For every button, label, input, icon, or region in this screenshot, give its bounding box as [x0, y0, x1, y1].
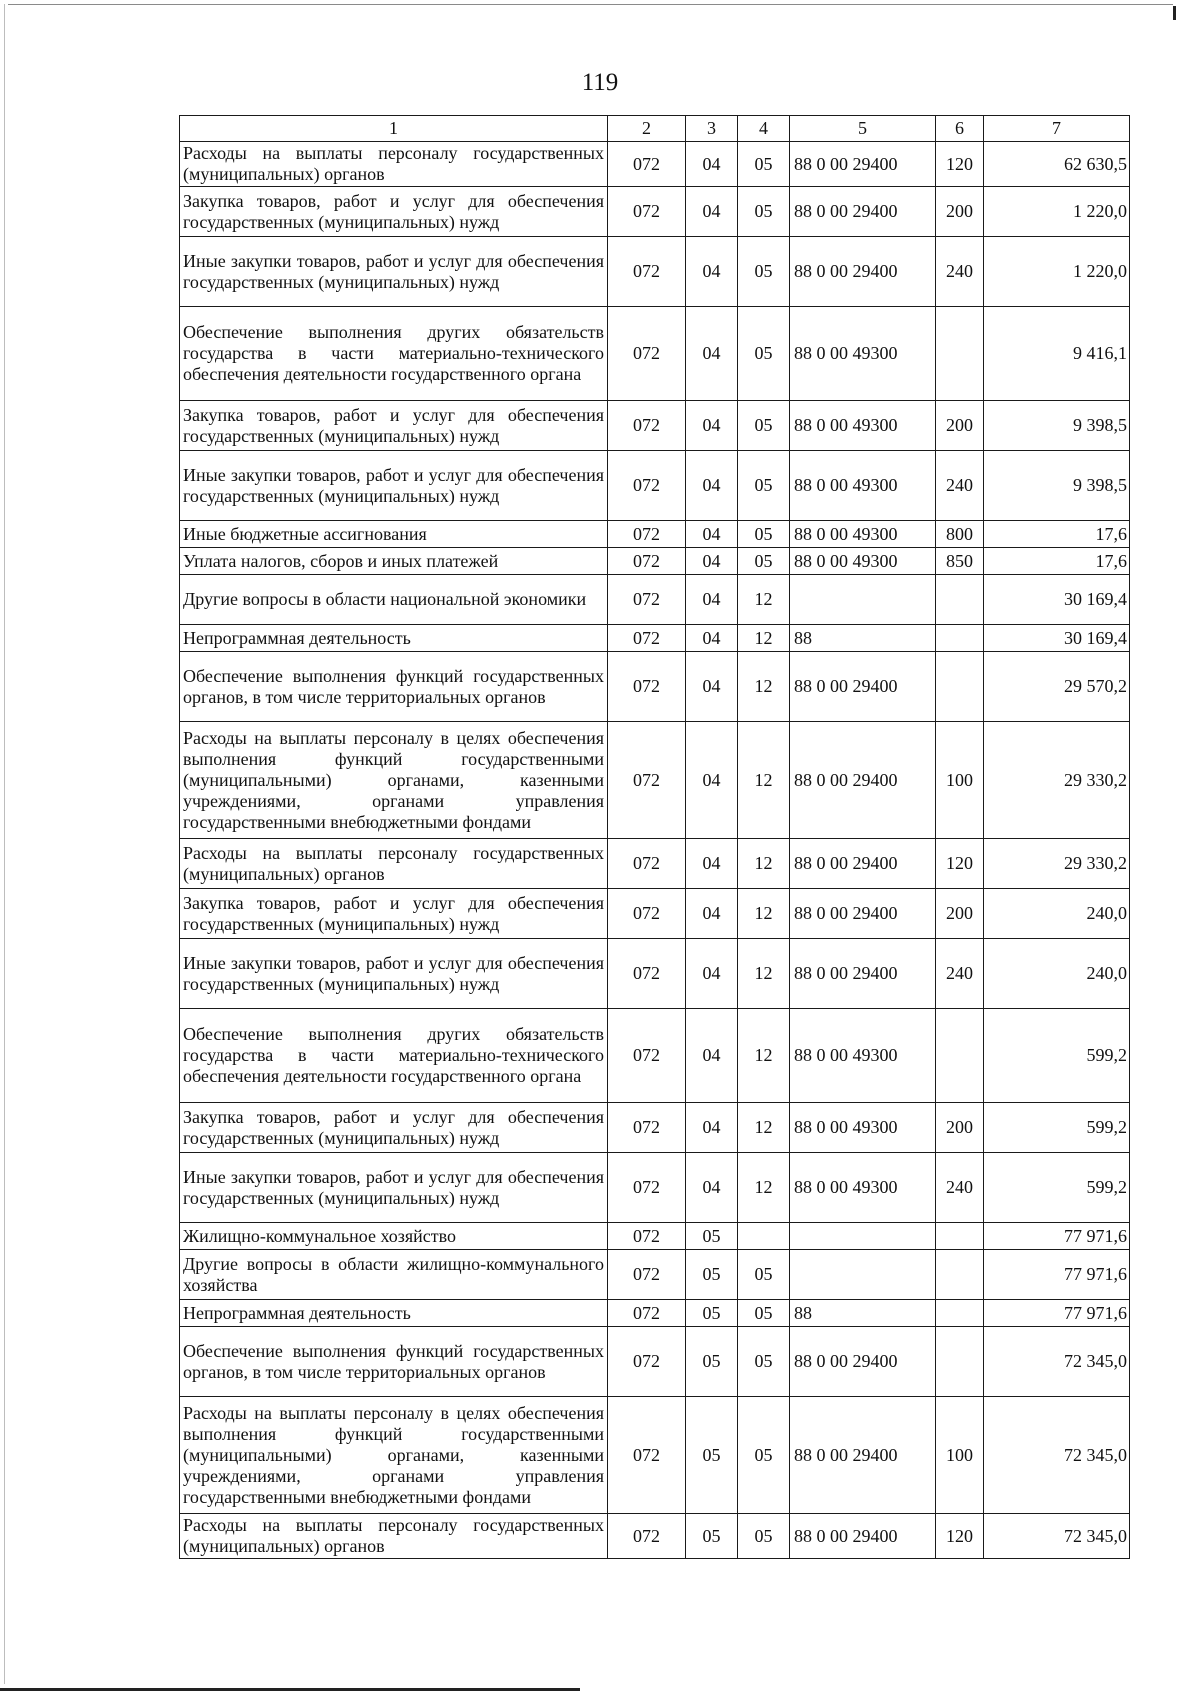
header-cell: 7 [984, 116, 1130, 142]
page-number: 119 [581, 69, 619, 96]
table-row [180, 1327, 1130, 1397]
table-row [180, 722, 1130, 839]
ministry-code-cell: 072 [608, 625, 686, 652]
amount-cell: 72 345,0 [984, 1327, 1130, 1397]
expense-type-cell: 240 [936, 939, 984, 1009]
table-row [180, 1153, 1130, 1223]
table-row [180, 575, 1130, 625]
expense-type-cell: 240 [936, 1153, 984, 1223]
section-code-cell: 05 [686, 1397, 738, 1514]
ministry-code-cell: 072 [608, 1153, 686, 1223]
table-row [180, 401, 1130, 451]
section-code-cell: 04 [686, 187, 738, 237]
expense-type-cell: 200 [936, 401, 984, 451]
ministry-code-cell: 072 [608, 575, 686, 625]
table-row [180, 1514, 1130, 1559]
amount-cell: 9 398,5 [984, 451, 1130, 521]
item-name-cell: Обеспечение выполнения функций государственных органов, в том числе территориальных органов [180, 1327, 608, 1397]
expense-type-cell: 120 [936, 1514, 984, 1559]
section-code-cell: 04 [686, 521, 738, 548]
section-code-cell: 04 [686, 307, 738, 401]
expense-type-cell [936, 307, 984, 401]
expense-type-cell: 240 [936, 237, 984, 307]
amount-cell: 29 570,2 [984, 652, 1130, 722]
subsection-code-cell: 05 [738, 237, 790, 307]
item-name-cell: Иные бюджетные ассигнования [180, 521, 608, 548]
amount-cell: 30 169,4 [984, 625, 1130, 652]
section-code-cell: 04 [686, 142, 738, 187]
section-code-cell: 04 [686, 237, 738, 307]
ministry-code-cell: 072 [608, 1103, 686, 1153]
expense-type-cell [936, 1300, 984, 1327]
section-code-cell: 04 [686, 1153, 738, 1223]
item-name-cell: Иные закупки товаров, работ и услуг для обеспечения государственных (муниципальных) нужд [180, 237, 608, 307]
subsection-code-cell: 12 [738, 652, 790, 722]
ministry-code-cell: 072 [608, 722, 686, 839]
amount-cell: 9 416,1 [984, 307, 1130, 401]
amount-cell: 599,2 [984, 1153, 1130, 1223]
item-name-cell: Расходы на выплаты персоналу государственных (муниципальных) органов [180, 142, 608, 187]
expense-type-cell [936, 625, 984, 652]
amount-cell: 72 345,0 [984, 1514, 1130, 1559]
table-row [180, 939, 1130, 1009]
subsection-code-cell [738, 1223, 790, 1250]
header-cell: 1 [180, 116, 608, 142]
subsection-code-cell: 05 [738, 142, 790, 187]
expense-type-cell: 850 [936, 548, 984, 575]
target-article-cell [790, 1250, 936, 1300]
budget-table [179, 115, 1130, 1559]
header-cell: 4 [738, 116, 790, 142]
table-row [180, 307, 1130, 401]
ministry-code-cell: 072 [608, 1397, 686, 1514]
section-code-cell: 04 [686, 722, 738, 839]
expense-type-cell [936, 1250, 984, 1300]
section-code-cell: 04 [686, 451, 738, 521]
amount-cell: 1 220,0 [984, 237, 1130, 307]
expense-type-cell [936, 1009, 984, 1103]
section-code-cell: 04 [686, 652, 738, 722]
scan-mark [1173, 6, 1176, 20]
target-article-cell: 88 0 00 29400 [790, 889, 936, 939]
amount-cell: 77 971,6 [984, 1300, 1130, 1327]
item-name-cell: Жилищно-коммунальное хозяйство [180, 1223, 608, 1250]
amount-cell: 17,6 [984, 521, 1130, 548]
subsection-code-cell: 12 [738, 625, 790, 652]
item-name-cell: Расходы на выплаты персоналу в целях обеспечения выполнения функций государственными (муниципальными) органами, казенными учреждениями, органами управления государственными внебюджетными фондами [180, 1397, 608, 1514]
subsection-code-cell: 05 [738, 451, 790, 521]
target-article-cell: 88 0 00 29400 [790, 187, 936, 237]
table-row [180, 1009, 1130, 1103]
amount-cell: 29 330,2 [984, 722, 1130, 839]
expense-type-cell: 120 [936, 839, 984, 889]
target-article-cell: 88 0 00 49300 [790, 401, 936, 451]
section-code-cell: 04 [686, 889, 738, 939]
subsection-code-cell: 05 [738, 1300, 790, 1327]
amount-cell: 30 169,4 [984, 575, 1130, 625]
target-article-cell: 88 0 00 49300 [790, 1009, 936, 1103]
target-article-cell: 88 0 00 49300 [790, 1103, 936, 1153]
section-code-cell: 04 [686, 575, 738, 625]
expense-type-cell [936, 1327, 984, 1397]
expense-type-cell [936, 1223, 984, 1250]
target-article-cell: 88 [790, 1300, 936, 1327]
header-cell: 5 [790, 116, 936, 142]
subsection-code-cell: 12 [738, 889, 790, 939]
section-code-cell: 04 [686, 548, 738, 575]
table-row [180, 1397, 1130, 1514]
amount-cell: 9 398,5 [984, 401, 1130, 451]
target-article-cell: 88 0 00 29400 [790, 722, 936, 839]
item-name-cell: Обеспечение выполнения функций государственных органов, в том числе территориальных органов [180, 652, 608, 722]
target-article-cell: 88 0 00 49300 [790, 1153, 936, 1223]
ministry-code-cell: 072 [608, 548, 686, 575]
item-name-cell: Иные закупки товаров, работ и услуг для обеспечения государственных (муниципальных) нужд [180, 451, 608, 521]
table-row [180, 1223, 1130, 1250]
expense-type-cell: 100 [936, 722, 984, 839]
target-article-cell: 88 0 00 49300 [790, 307, 936, 401]
item-name-cell: Другие вопросы в области жилищно-коммунального хозяйства [180, 1250, 608, 1300]
table-row [180, 1103, 1130, 1153]
subsection-code-cell: 12 [738, 1153, 790, 1223]
item-name-cell: Расходы на выплаты персоналу в целях обеспечения выполнения функций государственными (муниципальными) органами, казенными учреждениями, органами управления государственными внебюджетными фондами [180, 722, 608, 839]
subsection-code-cell: 05 [738, 1514, 790, 1559]
header-cell: 6 [936, 116, 984, 142]
item-name-cell: Расходы на выплаты персоналу государственных (муниципальных) органов [180, 1514, 608, 1559]
subsection-code-cell: 05 [738, 1327, 790, 1397]
amount-cell: 62 630,5 [984, 142, 1130, 187]
ministry-code-cell: 072 [608, 1327, 686, 1397]
table-row [180, 839, 1130, 889]
subsection-code-cell: 05 [738, 187, 790, 237]
ministry-code-cell: 072 [608, 142, 686, 187]
target-article-cell: 88 0 00 29400 [790, 1514, 936, 1559]
subsection-code-cell: 05 [738, 307, 790, 401]
expense-type-cell: 120 [936, 142, 984, 187]
ministry-code-cell: 072 [608, 1009, 686, 1103]
table-row [180, 237, 1130, 307]
subsection-code-cell: 05 [738, 521, 790, 548]
ministry-code-cell: 072 [608, 451, 686, 521]
expense-type-cell: 240 [936, 451, 984, 521]
ministry-code-cell: 072 [608, 1250, 686, 1300]
section-code-cell: 05 [686, 1327, 738, 1397]
ministry-code-cell: 072 [608, 1223, 686, 1250]
section-code-cell: 04 [686, 839, 738, 889]
amount-cell: 29 330,2 [984, 839, 1130, 889]
table-row [180, 187, 1130, 237]
target-article-cell: 88 0 00 29400 [790, 1327, 936, 1397]
header-cell: 3 [686, 116, 738, 142]
ministry-code-cell: 072 [608, 652, 686, 722]
target-article-cell: 88 0 00 29400 [790, 237, 936, 307]
table-row [180, 1300, 1130, 1327]
subsection-code-cell: 05 [738, 1250, 790, 1300]
ministry-code-cell: 072 [608, 939, 686, 1009]
table-row [180, 1250, 1130, 1300]
target-article-cell [790, 575, 936, 625]
item-name-cell: Иные закупки товаров, работ и услуг для обеспечения государственных (муниципальных) нужд [180, 1153, 608, 1223]
ministry-code-cell: 072 [608, 521, 686, 548]
expense-type-cell [936, 652, 984, 722]
target-article-cell: 88 0 00 29400 [790, 839, 936, 889]
expense-type-cell: 200 [936, 1103, 984, 1153]
target-article-cell: 88 0 00 29400 [790, 1397, 936, 1514]
table-header-row [180, 116, 1130, 142]
table-row [180, 889, 1130, 939]
item-name-cell: Непрограммная деятельность [180, 625, 608, 652]
scan-edge-bottom [0, 1688, 580, 1691]
target-article-cell: 88 0 00 49300 [790, 451, 936, 521]
expense-type-cell [936, 575, 984, 625]
item-name-cell: Закупка товаров, работ и услуг для обеспечения государственных (муниципальных) нужд [180, 187, 608, 237]
section-code-cell: 04 [686, 401, 738, 451]
table-row [180, 521, 1130, 548]
item-name-cell: Расходы на выплаты персоналу государственных (муниципальных) органов [180, 839, 608, 889]
item-name-cell: Обеспечение выполнения других обязательств государства в части материально-технического обеспечения деятельности государственного органа [180, 307, 608, 401]
table-row [180, 548, 1130, 575]
section-code-cell: 05 [686, 1514, 738, 1559]
expense-type-cell: 200 [936, 187, 984, 237]
section-code-cell: 05 [686, 1300, 738, 1327]
expense-type-cell: 800 [936, 521, 984, 548]
target-article-cell: 88 0 00 49300 [790, 521, 936, 548]
amount-cell: 599,2 [984, 1103, 1130, 1153]
section-code-cell: 04 [686, 939, 738, 1009]
section-code-cell: 04 [686, 1103, 738, 1153]
subsection-code-cell: 12 [738, 839, 790, 889]
item-name-cell: Непрограммная деятельность [180, 1300, 608, 1327]
target-article-cell: 88 0 00 29400 [790, 652, 936, 722]
target-article-cell: 88 0 00 29400 [790, 142, 936, 187]
ministry-code-cell: 072 [608, 237, 686, 307]
section-code-cell: 05 [686, 1250, 738, 1300]
expense-type-cell: 100 [936, 1397, 984, 1514]
ministry-code-cell: 072 [608, 889, 686, 939]
amount-cell: 240,0 [984, 939, 1130, 1009]
subsection-code-cell: 12 [738, 1103, 790, 1153]
amount-cell: 77 971,6 [984, 1250, 1130, 1300]
item-name-cell: Закупка товаров, работ и услуг для обеспечения государственных (муниципальных) нужд [180, 401, 608, 451]
subsection-code-cell: 12 [738, 1009, 790, 1103]
subsection-code-cell: 05 [738, 401, 790, 451]
table-row [180, 652, 1130, 722]
target-article-cell: 88 0 00 49300 [790, 548, 936, 575]
section-code-cell: 04 [686, 1009, 738, 1103]
section-code-cell: 04 [686, 625, 738, 652]
item-name-cell: Иные закупки товаров, работ и услуг для обеспечения государственных (муниципальных) нужд [180, 939, 608, 1009]
target-article-cell: 88 0 00 29400 [790, 939, 936, 1009]
item-name-cell: Закупка товаров, работ и услуг для обеспечения государственных (муниципальных) нужд [180, 1103, 608, 1153]
ministry-code-cell: 072 [608, 187, 686, 237]
subsection-code-cell: 12 [738, 575, 790, 625]
ministry-code-cell: 072 [608, 839, 686, 889]
subsection-code-cell: 12 [738, 939, 790, 1009]
amount-cell: 240,0 [984, 889, 1130, 939]
scan-edge-top [8, 4, 1173, 5]
amount-cell: 72 345,0 [984, 1397, 1130, 1514]
table-row [180, 142, 1130, 187]
header-cell: 2 [608, 116, 686, 142]
expense-type-cell: 200 [936, 889, 984, 939]
section-code-cell: 05 [686, 1223, 738, 1250]
amount-cell: 599,2 [984, 1009, 1130, 1103]
table-row [180, 625, 1130, 652]
item-name-cell: Закупка товаров, работ и услуг для обеспечения государственных (муниципальных) нужд [180, 889, 608, 939]
ministry-code-cell: 072 [608, 1300, 686, 1327]
amount-cell: 17,6 [984, 548, 1130, 575]
table-row [180, 451, 1130, 521]
amount-cell: 77 971,6 [984, 1223, 1130, 1250]
amount-cell: 1 220,0 [984, 187, 1130, 237]
ministry-code-cell: 072 [608, 401, 686, 451]
target-article-cell [790, 1223, 936, 1250]
scan-edge-left [4, 4, 5, 1684]
item-name-cell: Уплата налогов, сборов и иных платежей [180, 548, 608, 575]
subsection-code-cell: 05 [738, 1397, 790, 1514]
item-name-cell: Обеспечение выполнения других обязательств государства в части материально-технического обеспечения деятельности государственного органа [180, 1009, 608, 1103]
subsection-code-cell: 05 [738, 548, 790, 575]
item-name-cell: Другие вопросы в области национальной экономики [180, 575, 608, 625]
ministry-code-cell: 072 [608, 1514, 686, 1559]
ministry-code-cell: 072 [608, 307, 686, 401]
subsection-code-cell: 12 [738, 722, 790, 839]
target-article-cell: 88 [790, 625, 936, 652]
